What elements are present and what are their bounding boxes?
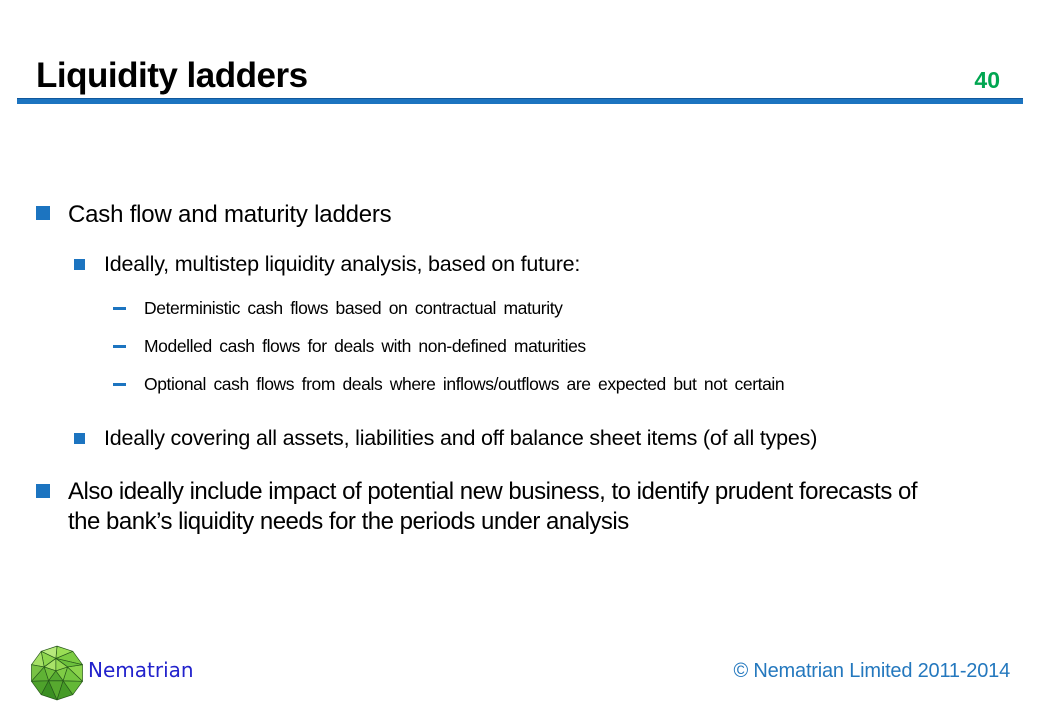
- dash-bullet-icon: [113, 383, 126, 386]
- bullet-text: Ideally covering all assets, liabilities and off balance sheet items (of all types): [104, 426, 818, 450]
- bullet-item: [36, 477, 932, 536]
- bullet-text: Ideally, multistep liquidity analysis, based on future:: [104, 252, 581, 276]
- nematrian-logo-icon: [29, 644, 85, 702]
- copyright-text: © Nematrian Limited 2011-2014: [733, 660, 1010, 682]
- brand-name: Nematrian: [88, 658, 194, 682]
- bullet-item: [74, 252, 994, 277]
- title-divider: [17, 98, 1023, 104]
- bullet-text: Cash flow and maturity ladders: [68, 201, 392, 228]
- bullet-square-icon: [74, 259, 85, 270]
- bullet-square-icon: [36, 206, 50, 220]
- bullet-item: [113, 374, 784, 394]
- bullet-text: Optional cash flows from deals where inflows/outflows are expected but not certain: [144, 374, 785, 394]
- bullet-square-icon: [74, 433, 85, 444]
- bullet-item: [36, 201, 996, 228]
- bullet-text: Also ideally include impact of potential new business, to identify prudent forecasts of the bank’s liquidity needs for the periods under analysis: [68, 478, 917, 535]
- bullet-item: [113, 298, 563, 318]
- bullet-item: [113, 336, 586, 356]
- dash-bullet-icon: [113, 345, 126, 348]
- bullet-item: [74, 426, 1004, 451]
- page-number: 40: [974, 67, 1000, 93]
- bullet-square-icon: [36, 484, 50, 498]
- bullet-text: Deterministic cash flows based on contractual maturity: [144, 298, 563, 318]
- bullet-text: Modelled cash flows for deals with non-defined maturities: [144, 336, 586, 356]
- page-title: Liquidity ladders: [36, 56, 308, 95]
- dash-bullet-icon: [113, 307, 126, 310]
